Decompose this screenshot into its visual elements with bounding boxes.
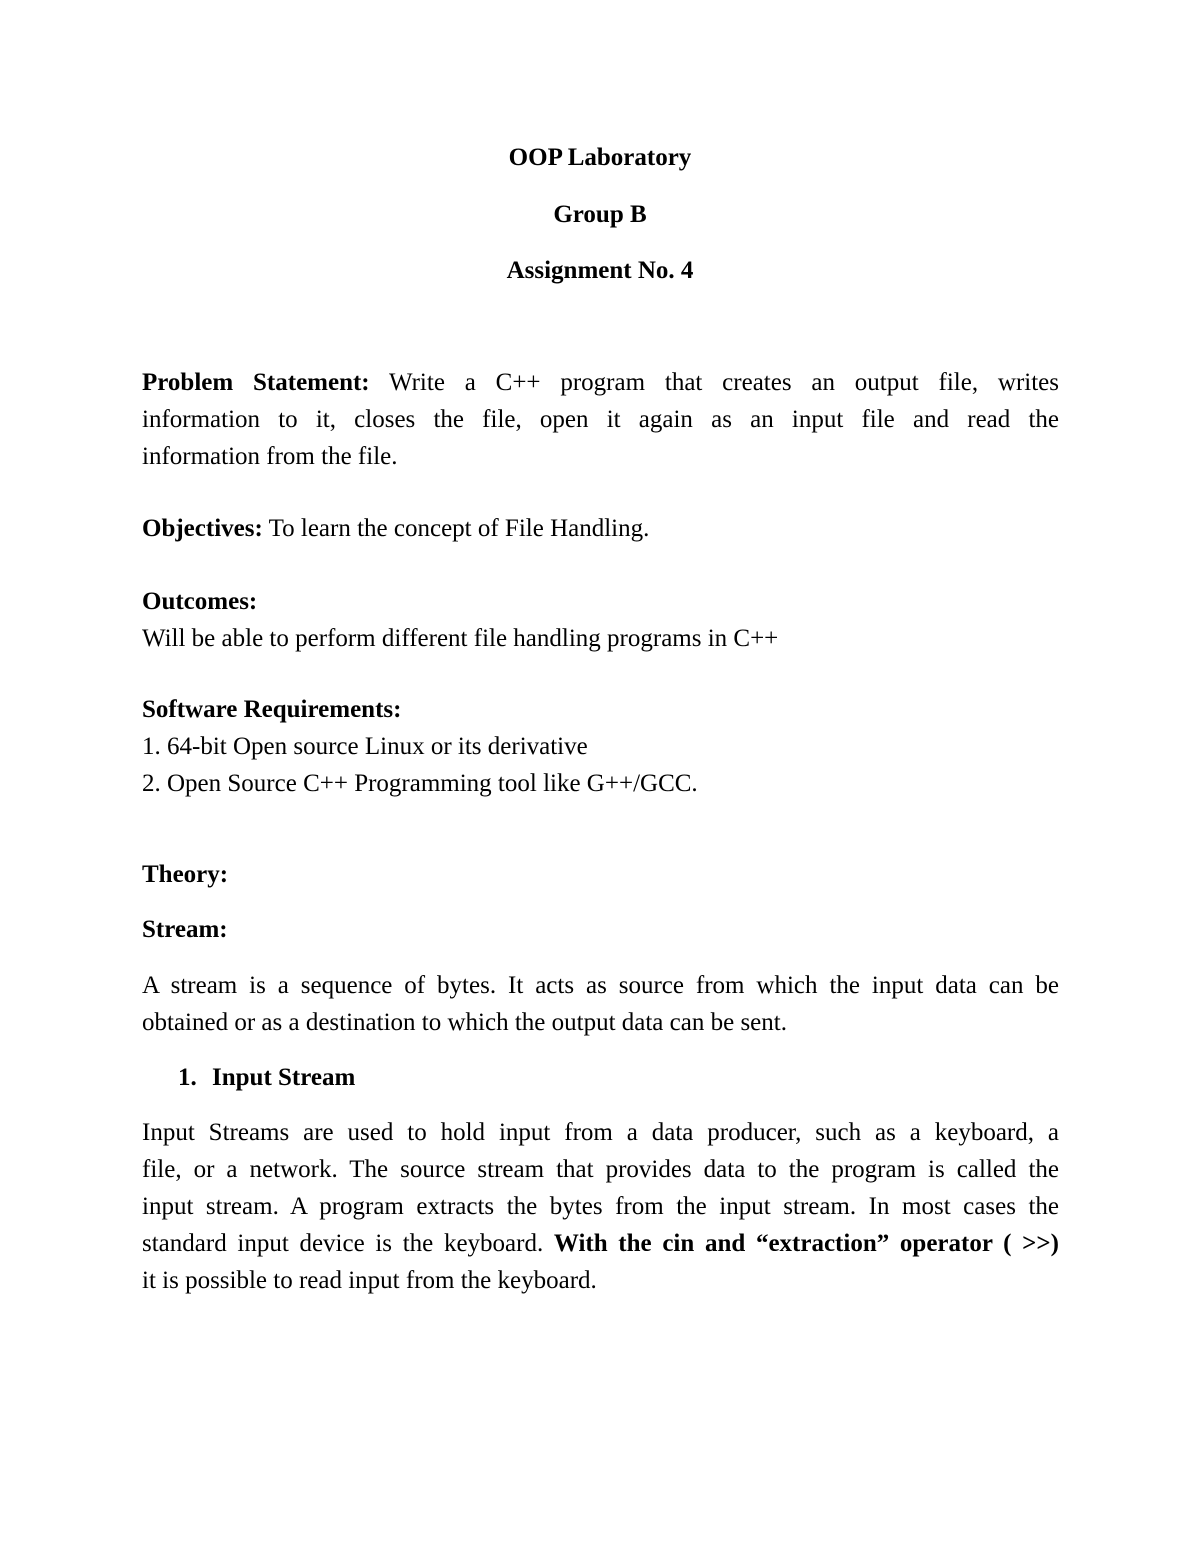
theory-heading: Theory: [142,861,229,888]
input-stream-number: 1. [178,1064,197,1091]
input-stream-line-3: input stream. A program extracts the bytes from the input stream. In most cases the [142,1193,1059,1220]
objectives [142,510,1059,547]
problem-label: Problem Statement: [142,369,370,396]
software-item-2: 2. Open Source C++ Programming tool like G++/GCC. [142,770,698,797]
lab-title: OOP Laboratory [508,144,692,171]
problem-line-1 [142,364,1059,401]
software-item-1: 1. 64-bit Open source Linux or its derivative [142,733,588,760]
outcomes-label: Outcomes: [142,588,258,615]
input-stream-line-1: Input Streams are used to hold input from a data producer, such as a keyboard, a [142,1119,1059,1146]
software-requirements [142,691,1059,802]
stream-line-1: A stream is a sequence of bytes. It acts as source from which the input data can be [142,972,1059,999]
input-stream-heading [178,1059,355,1096]
input-stream-line-2: file, or a network. The source stream that provides data to the program is called the [142,1156,1059,1183]
stream-paragraph [142,967,1059,1041]
input-stream-line-5: it is possible to read input from the keyboard. [142,1267,597,1294]
input-stream-label: Input Stream [212,1064,356,1091]
group-title: Group B [553,201,647,228]
input-stream-line-4 [142,1225,1059,1262]
stream-heading: Stream: [142,916,228,943]
problem-statement [142,364,1059,475]
stream-line-2: obtained or as a destination to which the output data can be sent. [142,1009,787,1036]
problem-line-3: information from the file. [142,443,398,470]
assignment-title: Assignment No. 4 [506,257,694,284]
objectives-text: To learn the concept of File Handling. [262,515,650,542]
input-stream-line-4-plain: standard input device is the keyboard. [142,1230,554,1257]
outcomes [142,583,1059,657]
input-stream-line-4-bold: With the cin and “extraction” operator ( >>) [553,1230,1059,1257]
problem-line-2: information to it, closes the file, open it again as an input file and read the [142,406,1059,433]
objectives-label: Objectives: [142,515,263,542]
input-stream-paragraph [142,1114,1059,1299]
problem-text-1: Write a C++ program that creates an output file, writes [369,369,1059,396]
software-label: Software Requirements: [142,696,402,723]
outcomes-text: Will be able to perform different file handling programs in C++ [142,625,779,652]
